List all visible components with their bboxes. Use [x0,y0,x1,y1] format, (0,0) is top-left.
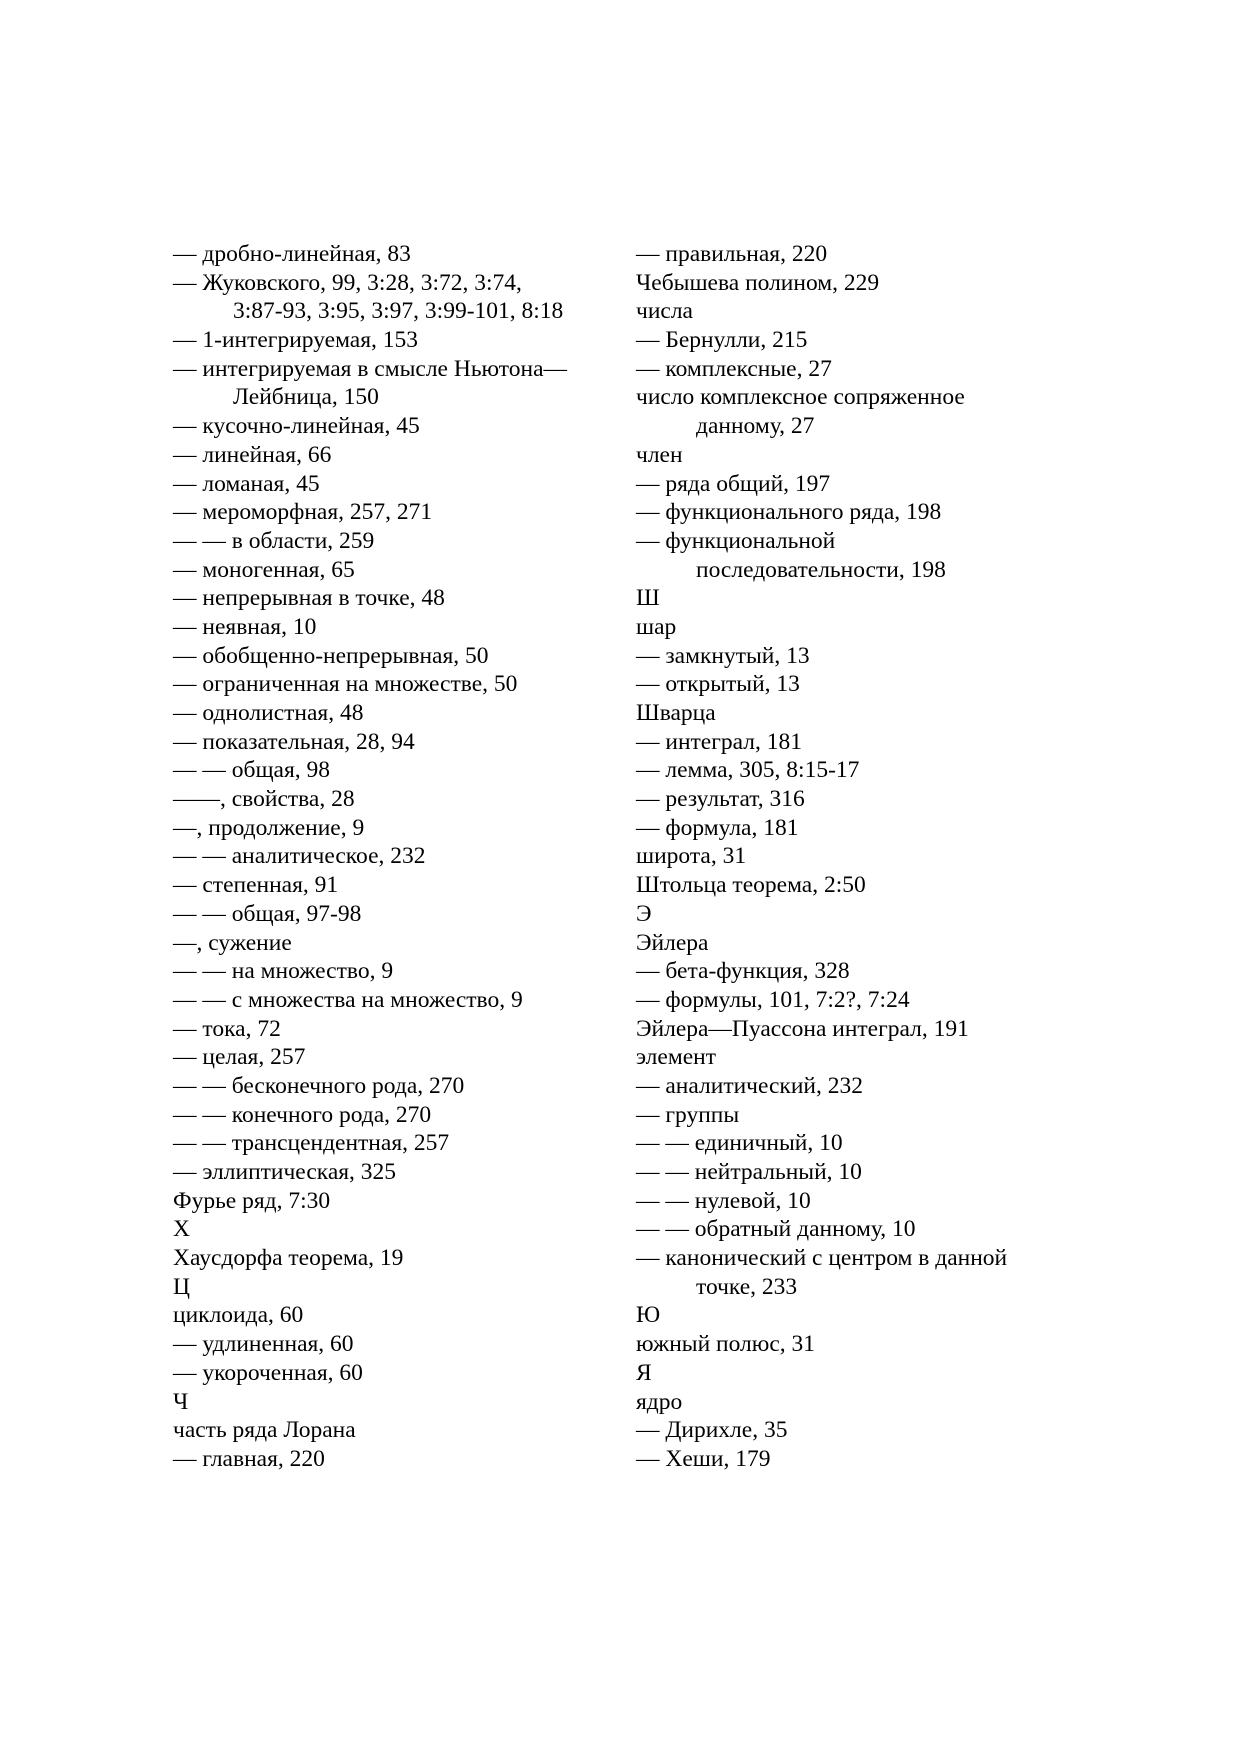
index-entry: — — бесконечного рода, 270 [173,1072,465,1099]
index-entry: — канонический с центром в данной [636,1245,1008,1272]
index-entry: — обобщенно-непрерывная, 50 [173,642,489,669]
index-entry: Эйлера—Пуассона интеграл, 191 [636,1015,969,1042]
index-entry: — функционального ряда, 198 [636,499,942,526]
index-entry: Х [173,1216,190,1243]
index-entry: — интеграл, 181 [636,728,802,755]
index-entry: часть ряда Лорана [173,1417,356,1444]
index-entry: — целая, 257 [173,1044,306,1071]
index-entry: — — обратный данному, 10 [636,1216,916,1243]
index-entry: — однолистная, 48 [173,700,364,726]
index-entry: — функциональной [636,527,836,554]
index-entry: — Хеши, 179 [636,1445,771,1472]
index-entry-continuation: последовательности, 198 [696,556,946,583]
index-entry: — правильная, 220 [636,241,828,267]
index-entry: ——, свойства, 28 [173,786,355,813]
index-entry: — неявная, 10 [173,613,317,640]
index-column-right [636,240,1066,1474]
index-entry: — Дирихле, 35 [636,1417,788,1444]
index-entry: Шварца [636,700,716,726]
index-entry: Фурье ряд, 7:30 [173,1187,331,1214]
index-entry: южный полюс, 31 [636,1331,816,1358]
index-entry: — ломаная, 45 [173,470,320,497]
index-entry: — укороченная, 60 [173,1359,363,1386]
index-entry: — — нейтральный, 10 [636,1159,862,1185]
index-entry: — ограниченная на множестве, 50 [173,671,518,698]
index-entry: Эйлера [636,929,709,956]
index-entry: — степенная, 91 [173,872,339,899]
index-entry: — открытый, 13 [636,671,800,698]
index-entry: — — на множество, 9 [173,958,394,985]
index-entry: — 1-интегрируемая, 153 [173,327,419,354]
index-entry: — формулы, 101, 7:2?, 7:24 [636,986,910,1013]
index-entry: член [636,441,683,468]
index-entry: — мероморфная, 257, 271 [173,499,433,526]
index-entry: Хаусдорфа теорема, 19 [173,1245,404,1272]
index-entry: —, сужение [173,929,292,956]
index-entry: — — единичный, 10 [636,1130,843,1157]
index-entry: широта, 31 [636,843,747,870]
index-entry: Ц [173,1273,190,1300]
index-entry: Э [636,900,652,927]
index-entry: — непрерывная в точке, 48 [173,585,445,612]
index-entry: шар [636,613,677,640]
index-entry: Ш [636,585,660,612]
index-entry: Я [636,1359,652,1386]
index-entry: Ч [173,1388,189,1415]
index-entry: —, продолжение, 9 [173,814,365,841]
index-entry-continuation: Лейбница, 150 [233,384,379,411]
index-entry: — — общая, 98 [173,757,331,784]
index-entry: Чебышева полином, 229 [636,269,880,296]
index-entry: — интегрируемая в смысле Ньютона— [173,355,568,382]
index-entry: — ряда общий, 197 [636,470,831,497]
index-entry-continuation: 3:87-93, 3:95, 3:97, 3:99-101, 8:18 [233,298,564,325]
index-entry: — комплексные, 27 [636,355,832,382]
index-entry: — формула, 181 [636,814,799,841]
index-entry: — кусочно-линейная, 45 [173,413,420,440]
index-entry: — линейная, 66 [173,441,332,468]
index-entry: Штольца теорема, 2:50 [636,872,866,899]
index-entry: — — трансцендентная, 257 [173,1130,450,1157]
index-entry: — — нулевой, 10 [636,1187,811,1214]
index-entry: — лемма, 305, 8:15-17 [636,757,860,784]
index-entry: — эллиптическая, 325 [173,1159,397,1185]
index-entry: — группы [636,1101,740,1128]
index-entry: — Жуковского, 99, 3:28, 3:72, 3:74, [173,269,522,296]
index-entry: числа [636,298,693,325]
index-entry: — бета-функция, 328 [636,958,850,985]
index-entry: число комплексное сопряженное [636,384,965,411]
index-entry: — тока, 72 [173,1015,281,1042]
index-entry: циклоида, 60 [173,1302,304,1329]
index-entry: — результат, 316 [636,786,805,813]
index-entry-continuation: точке, 233 [696,1273,798,1300]
index-entry: — моногенная, 65 [173,556,355,583]
index-entry: — — общая, 97-98 [173,900,362,927]
index-entry: — — в области, 259 [173,527,375,554]
index-entry: — удлиненная, 60 [173,1331,354,1358]
index-entry: — замкнутый, 13 [636,642,810,669]
index-entry: — аналитический, 232 [636,1072,864,1099]
index-entry: — дробно-линейная, 83 [173,241,411,267]
index-entry: — показательная, 28, 94 [173,728,415,755]
index-column-left [173,240,603,1474]
index-entry: ядро [636,1388,683,1415]
index-entry: — — аналитическое, 232 [173,843,426,870]
index-entry: — Бернулли, 215 [636,327,808,354]
index-entry: — главная, 220 [173,1445,325,1472]
index-entry-continuation: данному, 27 [696,413,815,440]
index-entry: Ю [636,1302,661,1329]
index-entry: — — с множества на множество, 9 [173,986,523,1013]
index-entry: — — конечного рода, 270 [173,1101,432,1128]
index-entry: элемент [636,1044,716,1071]
